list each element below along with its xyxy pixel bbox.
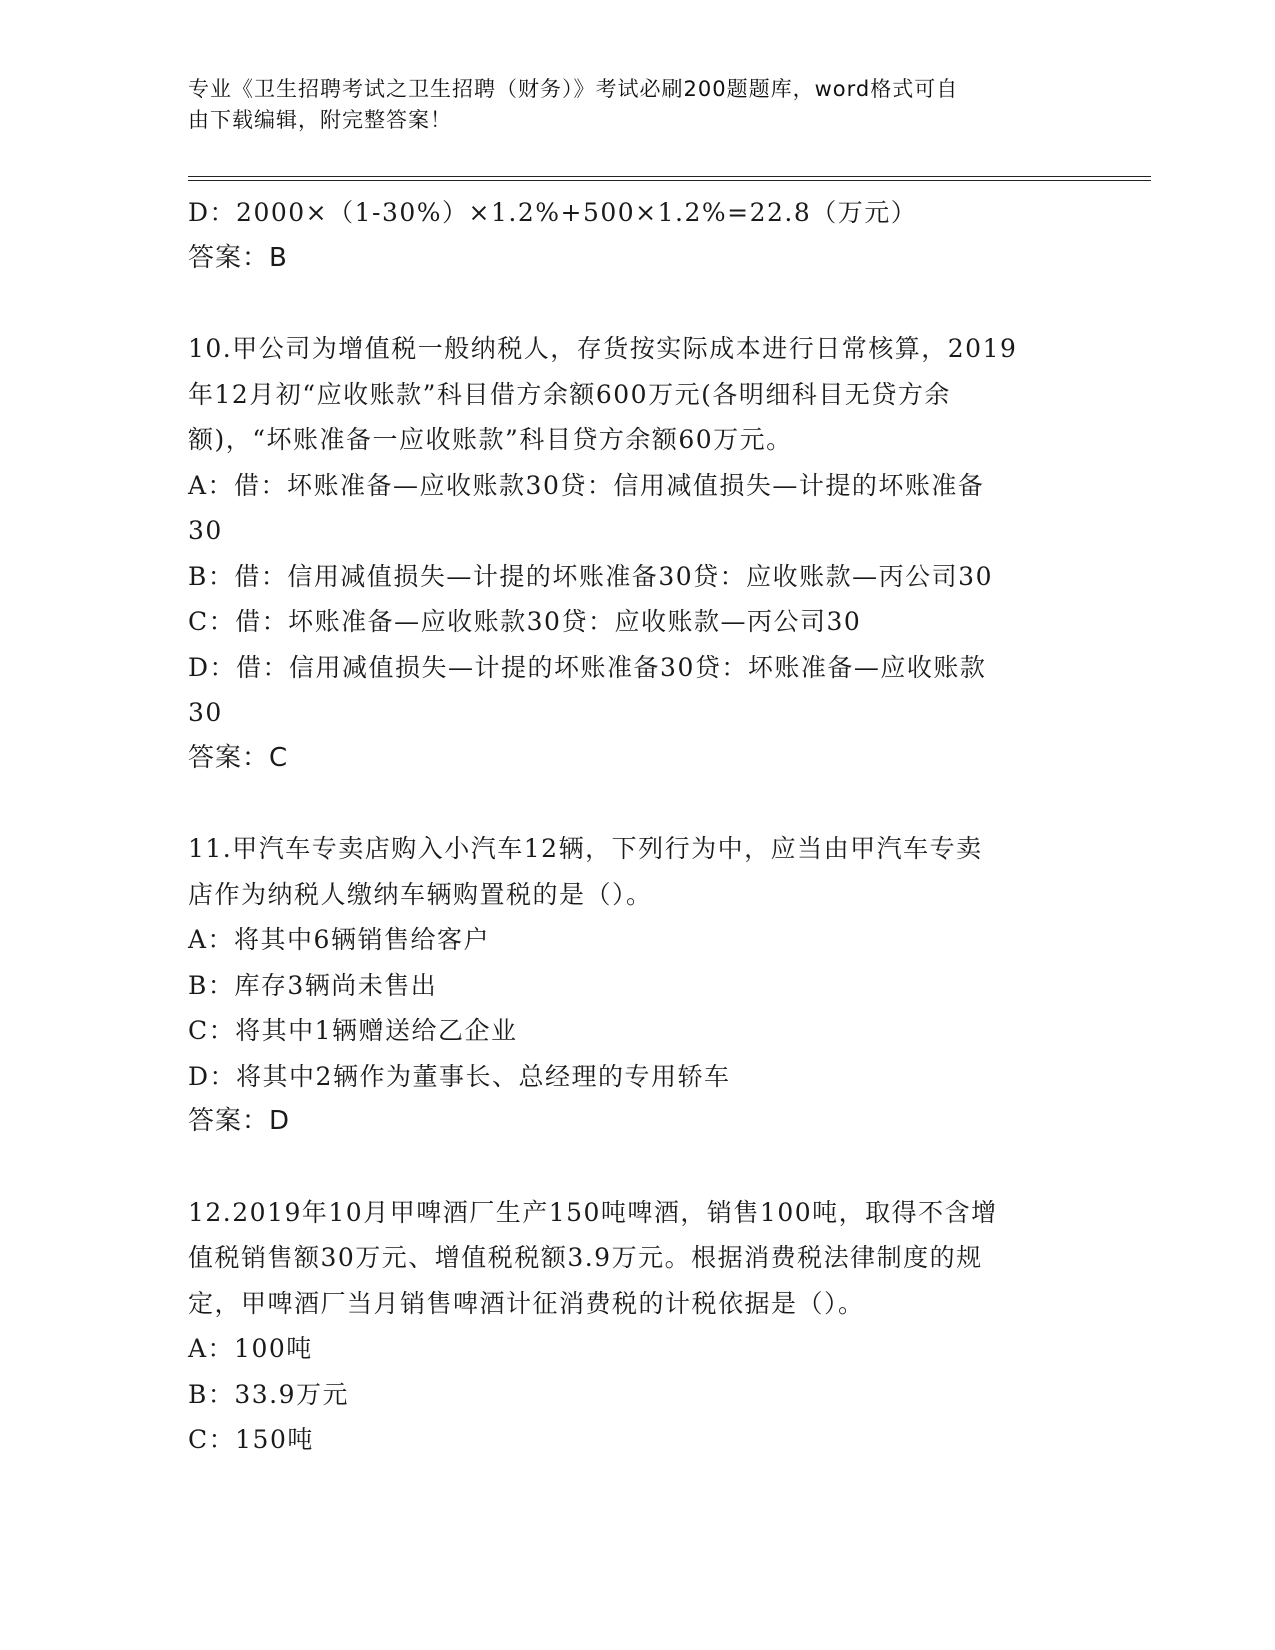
spacer — [188, 781, 1088, 826]
question-stem-line: 12.2019年10月甲啤酒厂生产150吨啤酒，销售100吨，取得不含增 — [188, 1197, 998, 1227]
option-b: B：33.9万元 — [188, 1379, 350, 1409]
header-line-1: 专业《卫生招聘考试之卫生招聘（财务）》考试必刷200题题库，word格式可自 — [188, 77, 959, 101]
option-c: C：借：坏账准备—应收账款30贷：应收账款—丙公司30 — [188, 607, 862, 636]
option-c: C：150吨 — [188, 1425, 314, 1454]
document-body — [188, 190, 1088, 1463]
question-stem-line: 值税销售额30万元、增值税税额3.9万元。根据消费税法律制度的规 — [188, 1243, 983, 1272]
option-a: A：将其中6辆销售给客户 — [188, 925, 490, 954]
header-line-2: 由下载编辑，附完整答案！ — [188, 108, 452, 132]
question-stem-line: 年12月初“应收账款”科目借方余额600万元(各明细科目无贷方余 — [188, 379, 951, 409]
option-a-continued: 30 — [188, 516, 223, 545]
question-stem-line: 10.甲公司为增值税一般纳税人，存货按实际成本进行日常核算，2019 — [188, 334, 1018, 363]
option-d-continued: 30 — [188, 698, 223, 727]
question-stem-line: 11.甲汽车专卖店购入小汽车12辆，下列行为中，应当由甲汽车专卖 — [188, 834, 983, 863]
answer: 答案：C — [188, 742, 289, 773]
spacer — [188, 281, 1088, 326]
option-c: C：将其中1辆赠送给乙企业 — [188, 1016, 518, 1045]
spacer — [188, 1145, 1088, 1190]
page-header — [188, 74, 1088, 136]
option-d: D：将其中2辆作为董事长、总经理的专用轿车 — [188, 1061, 731, 1091]
option-d: D：2000×（1-30%）×1.2%+500×1.2%=22.8（万元） — [188, 198, 918, 227]
question-12 — [188, 1190, 1088, 1463]
previous-question-tail — [188, 190, 1088, 281]
option-b: B：库存3辆尚未售出 — [188, 970, 438, 1000]
question-stem-line: 额)，“坏账准备一应收账款”科目贷方余额60万元。 — [188, 425, 793, 454]
answer: 答案：B — [188, 242, 288, 273]
option-a: A：100吨 — [188, 1334, 313, 1363]
question-stem-line: 定，甲啤酒厂当月销售啤酒计征消费税的计税依据是（）。 — [188, 1288, 865, 1318]
option-b: B：借：信用减值损失—计提的坏账准备30贷：应收账款—丙公司30 — [188, 561, 993, 591]
question-stem-line: 店作为纳税人缴纳车辆购置税的是（）。 — [188, 879, 653, 909]
header-divider — [188, 176, 1151, 181]
answer: 答案：D — [188, 1106, 291, 1136]
option-a: A：借：坏账准备—应收账款30贷：信用减值损失—计提的坏账准备 — [188, 470, 985, 500]
question-11 — [188, 826, 1088, 1145]
question-10 — [188, 326, 1088, 781]
option-d: D：借：信用减值损失—计提的坏账准备30贷：坏账准备—应收账款 — [188, 652, 987, 682]
